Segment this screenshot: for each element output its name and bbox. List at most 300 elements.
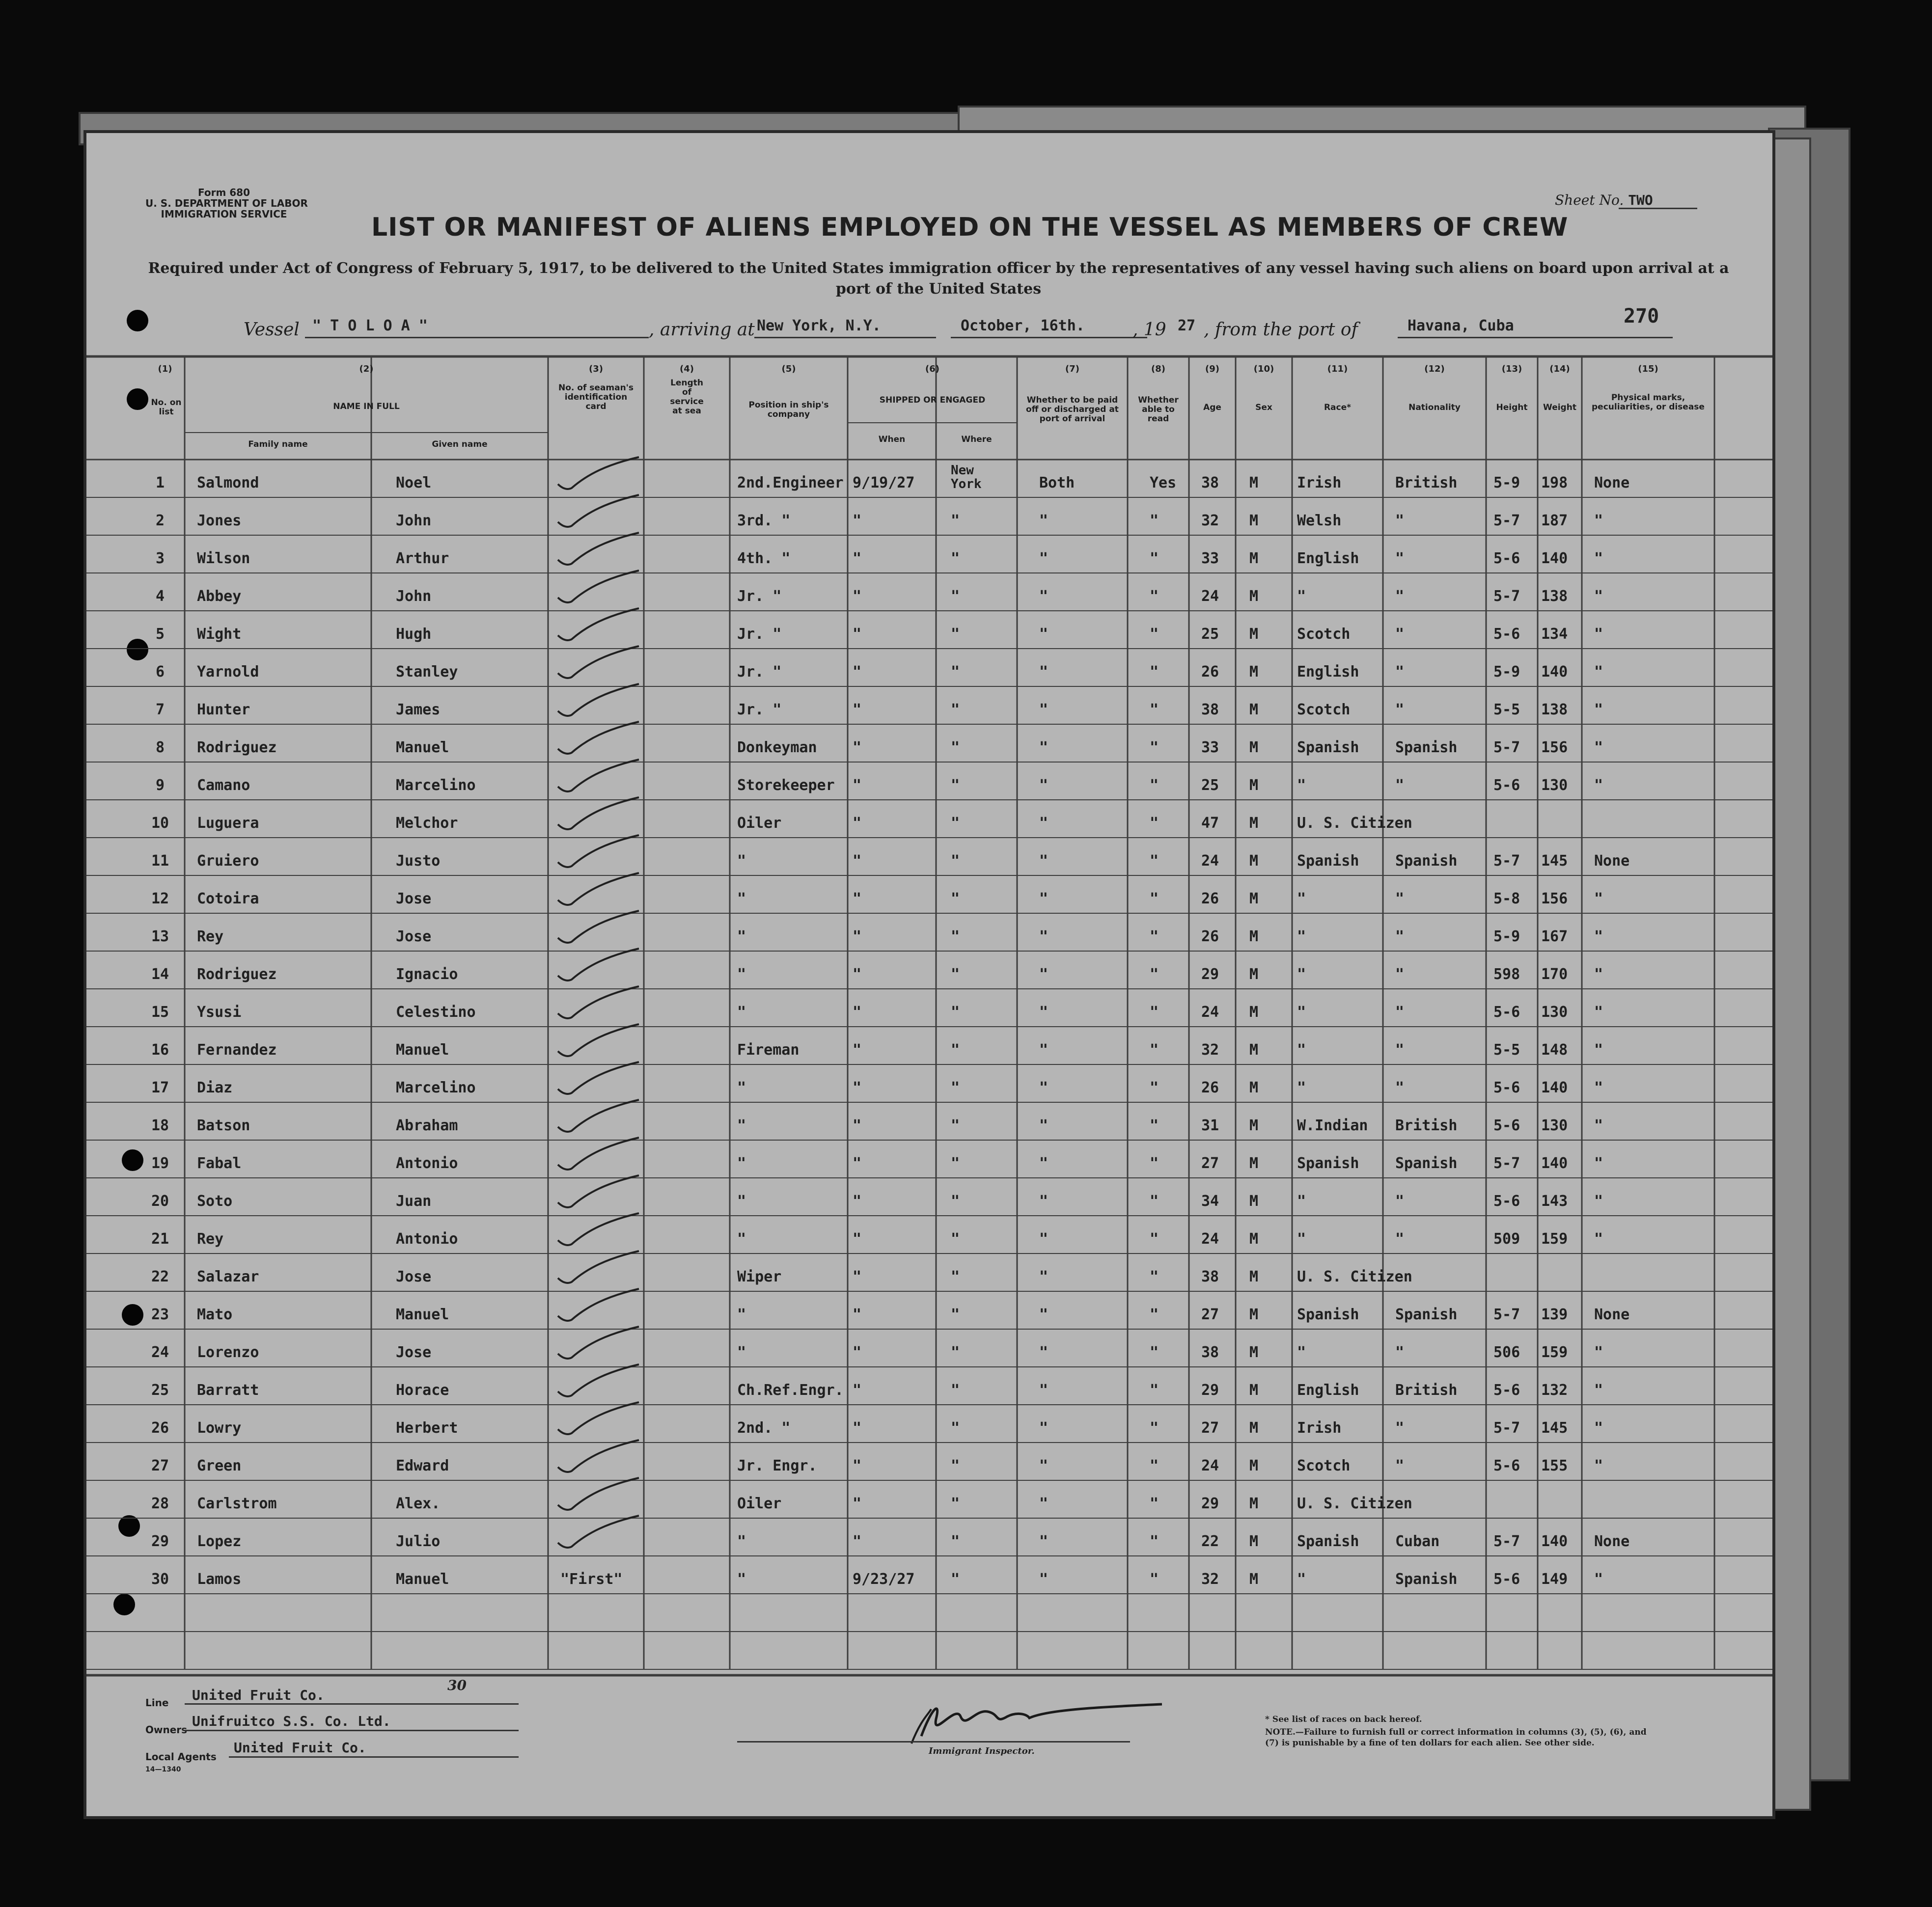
cell-when: 9/19/27 <box>853 474 915 491</box>
cell-position: Jr. " <box>737 701 782 718</box>
cell-read: " <box>1150 1533 1159 1550</box>
cell-race: " <box>1297 928 1306 945</box>
cell-marks: " <box>1594 1230 1603 1248</box>
cell-race: Welsh <box>1297 512 1342 529</box>
cell-paid: " <box>1039 966 1049 983</box>
cell-no: 10 <box>151 815 169 832</box>
col-1-number: (1) <box>158 364 172 374</box>
cell-no: 19 <box>151 1155 169 1172</box>
cell-where: " <box>951 1419 960 1437</box>
cell-read: " <box>1150 663 1159 681</box>
cell-no: 21 <box>151 1230 169 1248</box>
cell-height: 5-9 <box>1493 474 1520 491</box>
cell-age: 32 <box>1201 512 1219 529</box>
crew-row <box>86 1253 1772 1291</box>
cell-family: Gruiero <box>197 852 259 870</box>
line-label: Line <box>145 1697 169 1709</box>
cell-race: " <box>1297 890 1306 907</box>
cell-race: W.Indian <box>1297 1117 1368 1134</box>
cell-position: " <box>737 1193 746 1210</box>
cell-age: 38 <box>1201 474 1219 491</box>
cell-age: 26 <box>1201 1079 1219 1096</box>
cell-when: 9/23/27 <box>853 1571 915 1588</box>
cell-sex: M <box>1249 1382 1259 1399</box>
cell-weight: 140 <box>1541 663 1568 681</box>
cell-age: 24 <box>1201 852 1219 870</box>
cell-given: Marcelino <box>396 777 476 794</box>
cell-sex: M <box>1249 1079 1259 1096</box>
cell-read: " <box>1150 815 1159 832</box>
cell-given: Hugh <box>396 626 432 643</box>
cell-given: Manuel <box>396 1306 449 1323</box>
cell-family: Abbey <box>197 588 242 605</box>
col-1-header: No. on list <box>151 398 182 417</box>
cell-given: Antonio <box>396 1155 458 1172</box>
cell-family: Ysusi <box>197 1004 242 1021</box>
cell-race: U. S. Citizen <box>1297 815 1412 832</box>
cell-where: " <box>951 1457 960 1474</box>
crew-row <box>86 913 1772 951</box>
service-name: IMMIGRATION SERVICE <box>161 208 287 220</box>
cell-age: 24 <box>1201 1457 1219 1474</box>
cell-when: " <box>853 1344 862 1361</box>
cell-height: 5-7 <box>1493 1419 1520 1437</box>
col-9-header: Age <box>1203 403 1221 412</box>
cell-card: "First" <box>560 1571 623 1588</box>
cell-paid: " <box>1039 1457 1049 1474</box>
cell-weight: 140 <box>1541 1079 1568 1096</box>
cell-read: " <box>1150 1268 1159 1285</box>
cell-when: " <box>853 1533 862 1550</box>
check-mark-icon <box>548 492 641 532</box>
sheet-number: TWO <box>1628 192 1653 208</box>
cell-nationality: " <box>1395 777 1405 794</box>
cell-marks: " <box>1594 739 1603 756</box>
cell-family: Lowry <box>197 1419 242 1437</box>
crew-row <box>86 1329 1772 1367</box>
cell-weight: 145 <box>1541 1419 1568 1437</box>
cell-when: " <box>853 1457 862 1474</box>
col-15-number: (15) <box>1638 364 1658 374</box>
cell-paid: " <box>1039 1004 1049 1021</box>
cell-position: Jr. " <box>737 588 782 605</box>
cell-given: Arthur <box>396 550 449 567</box>
cell-when: " <box>853 739 862 756</box>
cell-read: " <box>1150 701 1159 718</box>
cell-marks: " <box>1594 1382 1603 1399</box>
cell-read: Yes <box>1150 474 1177 491</box>
cell-race: " <box>1297 1193 1306 1210</box>
cell-weight: 138 <box>1541 588 1568 605</box>
cell-weight: 167 <box>1541 928 1568 945</box>
cell-height: 5-6 <box>1493 1571 1520 1588</box>
cell-height: 5-5 <box>1493 1041 1520 1059</box>
cell-marks: " <box>1594 550 1603 567</box>
cell-read: " <box>1150 852 1159 870</box>
cell-given: Jose <box>396 890 432 907</box>
cell-paid: " <box>1039 701 1049 718</box>
cell-given: Marcelino <box>396 1079 476 1096</box>
cell-marks: " <box>1594 588 1603 605</box>
cell-where: " <box>951 588 960 605</box>
cell-when: " <box>853 663 862 681</box>
cell-position: " <box>737 1533 746 1550</box>
cell-height: 5-7 <box>1493 588 1520 605</box>
cell-race: Spanish <box>1297 1533 1359 1550</box>
cell-nationality: " <box>1395 550 1405 567</box>
cell-sex: M <box>1249 1533 1259 1550</box>
cell-height: 5-8 <box>1493 890 1520 907</box>
crew-row <box>86 875 1772 913</box>
crew-row <box>86 460 1772 497</box>
cell-position: " <box>737 1117 746 1134</box>
col-14-header: Weight <box>1543 403 1576 412</box>
check-mark-icon <box>548 568 641 607</box>
cell-position: " <box>737 1230 746 1248</box>
cell-sex: M <box>1249 1419 1259 1437</box>
arrival-date: October, 16th. <box>961 317 1085 334</box>
vessel-label: Vessel <box>244 320 300 340</box>
cell-paid: " <box>1039 1533 1049 1550</box>
cell-family: Green <box>197 1457 242 1474</box>
cell-read: " <box>1150 588 1159 605</box>
cell-age: 31 <box>1201 1117 1219 1134</box>
cell-where: " <box>951 1041 960 1059</box>
cell-weight: 198 <box>1541 474 1568 491</box>
crew-row <box>86 800 1772 838</box>
cell-nationality: " <box>1395 701 1405 718</box>
cell-position: " <box>737 1344 746 1361</box>
cell-family: Barratt <box>197 1382 259 1399</box>
cell-paid: " <box>1039 1382 1049 1399</box>
cell-when: " <box>853 928 862 945</box>
cell-no: 9 <box>155 777 165 794</box>
sheet-number-label: Sheet No. TWO <box>1555 192 1653 208</box>
cell-no: 29 <box>151 1533 169 1550</box>
cell-position: " <box>737 1079 746 1096</box>
cell-nationality: Spanish <box>1395 1571 1458 1588</box>
cell-family: Camano <box>197 777 250 794</box>
col-5-header: Position in ship's company <box>748 400 829 419</box>
cell-read: " <box>1150 966 1159 983</box>
cell-given: Justo <box>396 852 441 870</box>
cell-weight: 132 <box>1541 1382 1568 1399</box>
cell-weight: 156 <box>1541 890 1568 907</box>
col-11-number: (11) <box>1327 364 1348 374</box>
check-mark-icon <box>548 946 641 985</box>
cell-position: 4th. " <box>737 550 791 567</box>
col-15-header: Physical marks, peculiarities, or disease <box>1592 393 1705 412</box>
cell-sex: M <box>1249 1495 1259 1512</box>
cell-position: Storekeeper <box>737 777 835 794</box>
cell-no: 11 <box>151 852 169 870</box>
col-5-number: (5) <box>781 364 796 374</box>
cell-read: " <box>1150 928 1159 945</box>
cell-family: Rey <box>197 1230 224 1248</box>
cell-marks: " <box>1594 1041 1603 1059</box>
check-mark-icon <box>548 644 641 683</box>
cell-position: Oiler <box>737 815 782 832</box>
cell-weight: 159 <box>1541 1230 1568 1248</box>
cell-marks: None <box>1594 1306 1630 1323</box>
cell-position: Fireman <box>737 1041 800 1059</box>
check-mark-icon <box>548 1400 641 1439</box>
cell-sex: M <box>1249 1193 1259 1210</box>
cell-paid: " <box>1039 663 1049 681</box>
cell-family: Rodriguez <box>197 739 277 756</box>
cell-given: Noel <box>396 474 432 491</box>
owners-label: Owners <box>145 1724 188 1736</box>
cell-paid: " <box>1039 928 1049 945</box>
cell-marks: " <box>1594 1419 1603 1437</box>
crew-row <box>86 649 1772 686</box>
cell-sex: M <box>1249 777 1259 794</box>
cell-marks: " <box>1594 512 1603 529</box>
check-mark-icon <box>548 1022 641 1061</box>
cell-sex: M <box>1249 474 1259 491</box>
cell-race: English <box>1297 663 1359 681</box>
col-10-header: Sex <box>1255 403 1272 412</box>
cell-position: Wiper <box>737 1268 782 1285</box>
cell-when: " <box>853 890 862 907</box>
cell-no: 16 <box>151 1041 169 1059</box>
cell-no: 6 <box>155 663 165 681</box>
cell-family: Lopez <box>197 1533 242 1550</box>
cell-given: John <box>396 512 432 529</box>
cell-marks: " <box>1594 928 1603 945</box>
cell-nationality: " <box>1395 626 1405 643</box>
cell-marks: None <box>1594 474 1630 491</box>
cell-position: " <box>737 890 746 907</box>
crew-row <box>86 1367 1772 1405</box>
cell-given: Alex. <box>396 1495 441 1512</box>
cell-read: " <box>1150 1079 1159 1096</box>
check-mark-icon <box>548 1324 641 1363</box>
col-14-number: (14) <box>1549 364 1570 374</box>
line-underline <box>185 1703 519 1705</box>
cell-where: " <box>951 1533 960 1550</box>
cell-no: 24 <box>151 1344 169 1361</box>
cell-sex: M <box>1249 663 1259 681</box>
cell-height: 5-7 <box>1493 1155 1520 1172</box>
cell-read: " <box>1150 890 1159 907</box>
cell-nationality: " <box>1395 663 1405 681</box>
crew-row <box>86 1027 1772 1064</box>
cell-nationality: " <box>1395 1041 1405 1059</box>
cell-family: Rey <box>197 928 224 945</box>
check-mark-icon <box>548 606 641 645</box>
cell-family: Salazar <box>197 1268 259 1285</box>
cell-when: " <box>853 1382 862 1399</box>
cell-nationality: British <box>1395 474 1458 491</box>
cell-age: 33 <box>1201 739 1219 756</box>
cell-given: Antonio <box>396 1230 458 1248</box>
cell-no: 1 <box>155 474 165 491</box>
cell-marks: " <box>1594 966 1603 983</box>
cell-height: 5-9 <box>1493 663 1520 681</box>
cell-when: " <box>853 1495 862 1512</box>
cell-nationality: British <box>1395 1382 1458 1399</box>
cell-no: 14 <box>151 966 169 983</box>
crew-row <box>86 989 1772 1027</box>
cell-paid: " <box>1039 815 1049 832</box>
cell-read: " <box>1150 1344 1159 1361</box>
cell-where: " <box>951 966 960 983</box>
cell-marks: " <box>1594 1004 1603 1021</box>
cell-marks: " <box>1594 626 1603 643</box>
col-3-header: No. of seaman's identification card <box>558 383 634 411</box>
col-6-number: (6) <box>925 364 939 374</box>
cell-weight: 187 <box>1541 512 1568 529</box>
cell-where: " <box>951 626 960 643</box>
cell-paid: " <box>1039 1117 1049 1134</box>
cell-nationality: " <box>1395 1344 1405 1361</box>
cell-when: " <box>853 1193 862 1210</box>
cell-race: Spanish <box>1297 739 1359 756</box>
arrival-year: 27 <box>1178 317 1196 334</box>
cell-age: 29 <box>1201 966 1219 983</box>
cell-height: 5-9 <box>1493 928 1520 945</box>
cell-height: 5-6 <box>1493 1117 1520 1134</box>
check-mark-icon <box>548 455 641 494</box>
cell-no: 15 <box>151 1004 169 1021</box>
cell-where: " <box>951 1571 960 1588</box>
cell-paid: " <box>1039 852 1049 870</box>
cell-paid: " <box>1039 1268 1049 1285</box>
cell-paid: " <box>1039 1230 1049 1248</box>
cell-weight: 156 <box>1541 739 1568 756</box>
cell-race: " <box>1297 777 1306 794</box>
cell-race: Scotch <box>1297 701 1351 718</box>
check-mark-icon <box>548 1438 641 1477</box>
cell-nationality: " <box>1395 966 1405 983</box>
cell-sex: M <box>1249 1457 1259 1474</box>
cell-paid: " <box>1039 550 1049 567</box>
cell-marks: " <box>1594 890 1603 907</box>
cell-race: " <box>1297 1004 1306 1021</box>
col-6b-header: Where <box>961 435 992 444</box>
year-prefix: , 19 <box>1132 320 1166 340</box>
cell-sex: M <box>1249 550 1259 567</box>
cell-when: " <box>853 588 862 605</box>
cell-age: 38 <box>1201 701 1219 718</box>
cell-race: Spanish <box>1297 1306 1359 1323</box>
cell-no: 13 <box>151 928 169 945</box>
cell-weight: 143 <box>1541 1193 1568 1210</box>
cell-sex: M <box>1249 626 1259 643</box>
cell-sex: M <box>1249 852 1259 870</box>
cell-no: 5 <box>155 626 165 643</box>
cell-read: " <box>1150 1041 1159 1059</box>
cell-age: 25 <box>1201 777 1219 794</box>
cell-age: 26 <box>1201 890 1219 907</box>
cell-where: " <box>951 777 960 794</box>
cell-age: 26 <box>1201 928 1219 945</box>
manifest-sheet <box>83 130 1775 1819</box>
cell-paid: " <box>1039 1344 1049 1361</box>
cell-height: 5-6 <box>1493 1004 1520 1021</box>
cell-position: " <box>737 1155 746 1172</box>
cell-weight: 140 <box>1541 1155 1568 1172</box>
cell-position: " <box>737 1571 746 1588</box>
cell-nationality: " <box>1395 1230 1405 1248</box>
cell-nationality: Spanish <box>1395 852 1458 870</box>
cell-age: 29 <box>1201 1382 1219 1399</box>
cell-where: " <box>951 1495 960 1512</box>
cell-height: 5-5 <box>1493 701 1520 718</box>
cell-nationality: Cuban <box>1395 1533 1440 1550</box>
cell-position: " <box>737 966 746 983</box>
cell-sex: M <box>1249 966 1259 983</box>
cell-read: " <box>1150 626 1159 643</box>
cell-weight: 149 <box>1541 1571 1568 1588</box>
cell-sex: M <box>1249 928 1259 945</box>
cell-where: " <box>951 739 960 756</box>
cell-read: " <box>1150 1230 1159 1248</box>
cell-weight: 139 <box>1541 1306 1568 1323</box>
arriving-label: , arriving at <box>649 320 755 340</box>
cell-age: 25 <box>1201 626 1219 643</box>
crew-row <box>86 724 1772 762</box>
cell-position: 2nd. " <box>737 1419 791 1437</box>
cell-paid: " <box>1039 1571 1049 1588</box>
cell-when: " <box>853 1117 862 1134</box>
cell-where: " <box>951 1155 960 1172</box>
cell-marks: " <box>1594 1117 1603 1134</box>
cell-age: 34 <box>1201 1193 1219 1210</box>
cell-read: " <box>1150 1495 1159 1512</box>
cell-where: " <box>951 1230 960 1248</box>
cell-paid: " <box>1039 1306 1049 1323</box>
cell-read: " <box>1150 550 1159 567</box>
vessel-name: " T O L O A " <box>312 317 428 334</box>
cell-weight: 140 <box>1541 1533 1568 1550</box>
cell-position: Donkeyman <box>737 739 817 756</box>
cell-race: " <box>1297 588 1306 605</box>
check-mark-icon <box>548 757 641 796</box>
col-10-number: (10) <box>1253 364 1274 374</box>
cell-given: Edward <box>396 1457 449 1474</box>
col-7-header: Whether to be paid off or discharged at port of arrival <box>1026 395 1119 424</box>
cell-sex: M <box>1249 1268 1259 1285</box>
cell-height: 5-6 <box>1493 1079 1520 1096</box>
check-mark-icon <box>548 984 641 1023</box>
cell-marks: " <box>1594 701 1603 718</box>
cell-age: 27 <box>1201 1419 1219 1437</box>
cell-family: Diaz <box>197 1079 233 1096</box>
cell-race: " <box>1297 1571 1306 1588</box>
cell-no: 17 <box>151 1079 169 1096</box>
crew-row <box>86 1140 1772 1178</box>
cell-when: " <box>853 512 862 529</box>
cell-family: Yarnold <box>197 663 259 681</box>
cell-read: " <box>1150 1419 1159 1437</box>
cell-sex: M <box>1249 1155 1259 1172</box>
cell-where: " <box>951 701 960 718</box>
cell-position: 2nd.Engineer <box>737 474 844 491</box>
cell-where: " <box>951 1344 960 1361</box>
form-number: Form 680 <box>197 187 250 198</box>
cell-sex: M <box>1249 1306 1259 1323</box>
col-2a-header: Family name <box>248 439 308 449</box>
cell-sex: M <box>1249 1041 1259 1059</box>
cell-where: " <box>951 1306 960 1323</box>
cell-paid: " <box>1039 1041 1049 1059</box>
cell-given: Manuel <box>396 739 449 756</box>
inspector-label: Immigrant Inspector. <box>929 1746 1035 1756</box>
cell-given: Manuel <box>396 1571 449 1588</box>
cell-weight: 134 <box>1541 626 1568 643</box>
